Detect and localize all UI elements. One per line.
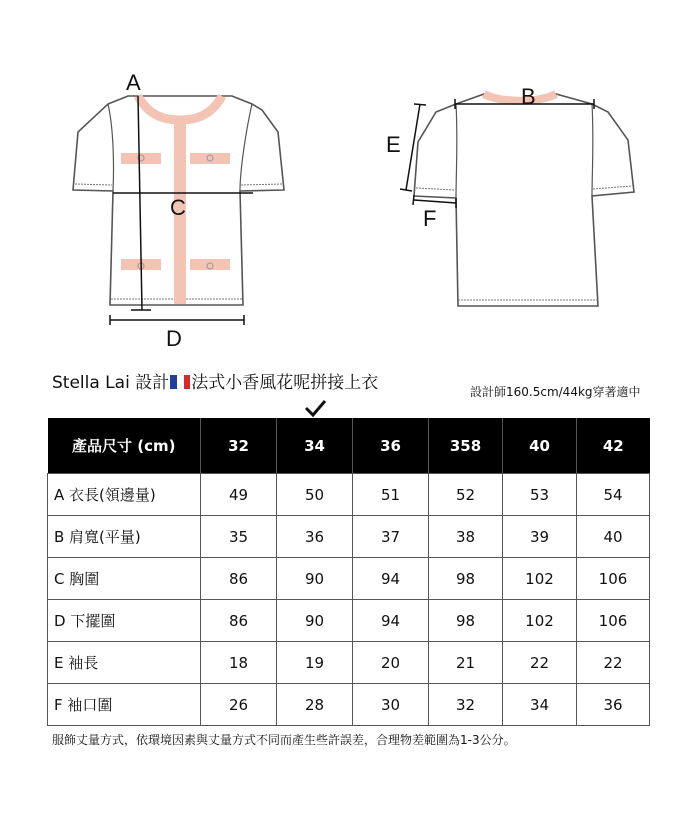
table-row xyxy=(48,516,650,558)
size-header: 36 xyxy=(353,418,429,474)
size-value-cell: 19 xyxy=(277,642,353,684)
size-value-cell: 35 xyxy=(201,516,277,558)
front-view-shirt xyxy=(73,70,284,351)
size-value-cell: 22 xyxy=(577,642,650,684)
size-value-cell: 28 xyxy=(277,684,353,726)
measure-label-e: E xyxy=(386,132,401,157)
size-value-cell: 30 xyxy=(353,684,429,726)
size-value-cell: 36 xyxy=(577,684,650,726)
table-row xyxy=(48,684,650,726)
header-label: 產品尺寸 (cm) xyxy=(48,418,201,474)
row-label: C 胸圍 xyxy=(48,558,201,600)
size-value-cell: 22 xyxy=(503,642,577,684)
size-value-cell: 102 xyxy=(503,558,577,600)
size-value-cell: 39 xyxy=(503,516,577,558)
measure-label-a: A xyxy=(126,70,141,95)
check-icon xyxy=(303,398,327,418)
row-label: E 袖長 xyxy=(48,642,201,684)
size-value-cell: 106 xyxy=(577,558,650,600)
table-row xyxy=(48,558,650,600)
measure-label-b: B xyxy=(521,84,536,109)
size-header: 34 xyxy=(277,418,353,474)
flag-stripe-red xyxy=(184,375,191,389)
size-value-cell: 21 xyxy=(429,642,503,684)
size-value-cell: 94 xyxy=(353,600,429,642)
size-value-cell: 94 xyxy=(353,558,429,600)
size-header: 32 xyxy=(201,418,277,474)
size-value-cell: 50 xyxy=(277,474,353,516)
size-header: 358 xyxy=(429,418,503,474)
size-value-cell: 40 xyxy=(577,516,650,558)
flag-stripe-white xyxy=(177,375,184,389)
designer-fit-note: 設計師160.5cm/44kg穿著適中 xyxy=(470,385,641,399)
table-row xyxy=(48,642,650,684)
measure-label-c: C xyxy=(170,195,186,220)
size-value-cell: 52 xyxy=(429,474,503,516)
measurement-footnote: 服飾丈量方式，依環境因素與丈量方式不同而產生些許誤差，合理物差範圍為1-3公分。 xyxy=(52,733,516,747)
table-header-row xyxy=(48,418,650,474)
size-value-cell: 106 xyxy=(577,600,650,642)
size-chart-table xyxy=(47,418,650,726)
product-title xyxy=(52,368,378,393)
size-header: 42 xyxy=(577,418,650,474)
size-value-cell: 34 xyxy=(503,684,577,726)
flag-stripe-blue xyxy=(170,375,177,389)
row-label: F 袖口圍 xyxy=(48,684,201,726)
size-value-cell: 90 xyxy=(277,558,353,600)
measure-label-d: D xyxy=(166,326,182,351)
size-value-cell: 49 xyxy=(201,474,277,516)
size-value-cell: 54 xyxy=(577,474,650,516)
garment-measurement-diagram xyxy=(0,0,700,360)
title-prefix: Stella Lai 設計 xyxy=(52,373,170,393)
row-label: A 衣長(領邊量) xyxy=(48,474,201,516)
measure-label-f: F xyxy=(423,206,437,231)
size-value-cell: 86 xyxy=(201,600,277,642)
row-label: B 肩寬(平量) xyxy=(48,516,201,558)
size-value-cell: 20 xyxy=(353,642,429,684)
size-value-cell: 98 xyxy=(429,600,503,642)
back-view-shirt xyxy=(386,84,634,306)
size-value-cell: 102 xyxy=(503,600,577,642)
cuff-measure-line xyxy=(414,200,456,203)
size-value-cell: 32 xyxy=(429,684,503,726)
size-value-cell: 36 xyxy=(277,516,353,558)
row-label: D 下擺圍 xyxy=(48,600,201,642)
size-header: 40 xyxy=(503,418,577,474)
size-value-cell: 18 xyxy=(201,642,277,684)
size-value-cell: 51 xyxy=(353,474,429,516)
size-value-cell: 53 xyxy=(503,474,577,516)
size-value-cell: 37 xyxy=(353,516,429,558)
size-value-cell: 86 xyxy=(201,558,277,600)
size-value-cell: 38 xyxy=(429,516,503,558)
title-suffix: 法式小香風花呢拼接上衣 xyxy=(191,373,379,393)
table-row xyxy=(48,474,650,516)
france-flag-icon xyxy=(170,375,190,389)
size-value-cell: 90 xyxy=(277,600,353,642)
table-row xyxy=(48,600,650,642)
size-value-cell: 26 xyxy=(201,684,277,726)
size-value-cell: 98 xyxy=(429,558,503,600)
